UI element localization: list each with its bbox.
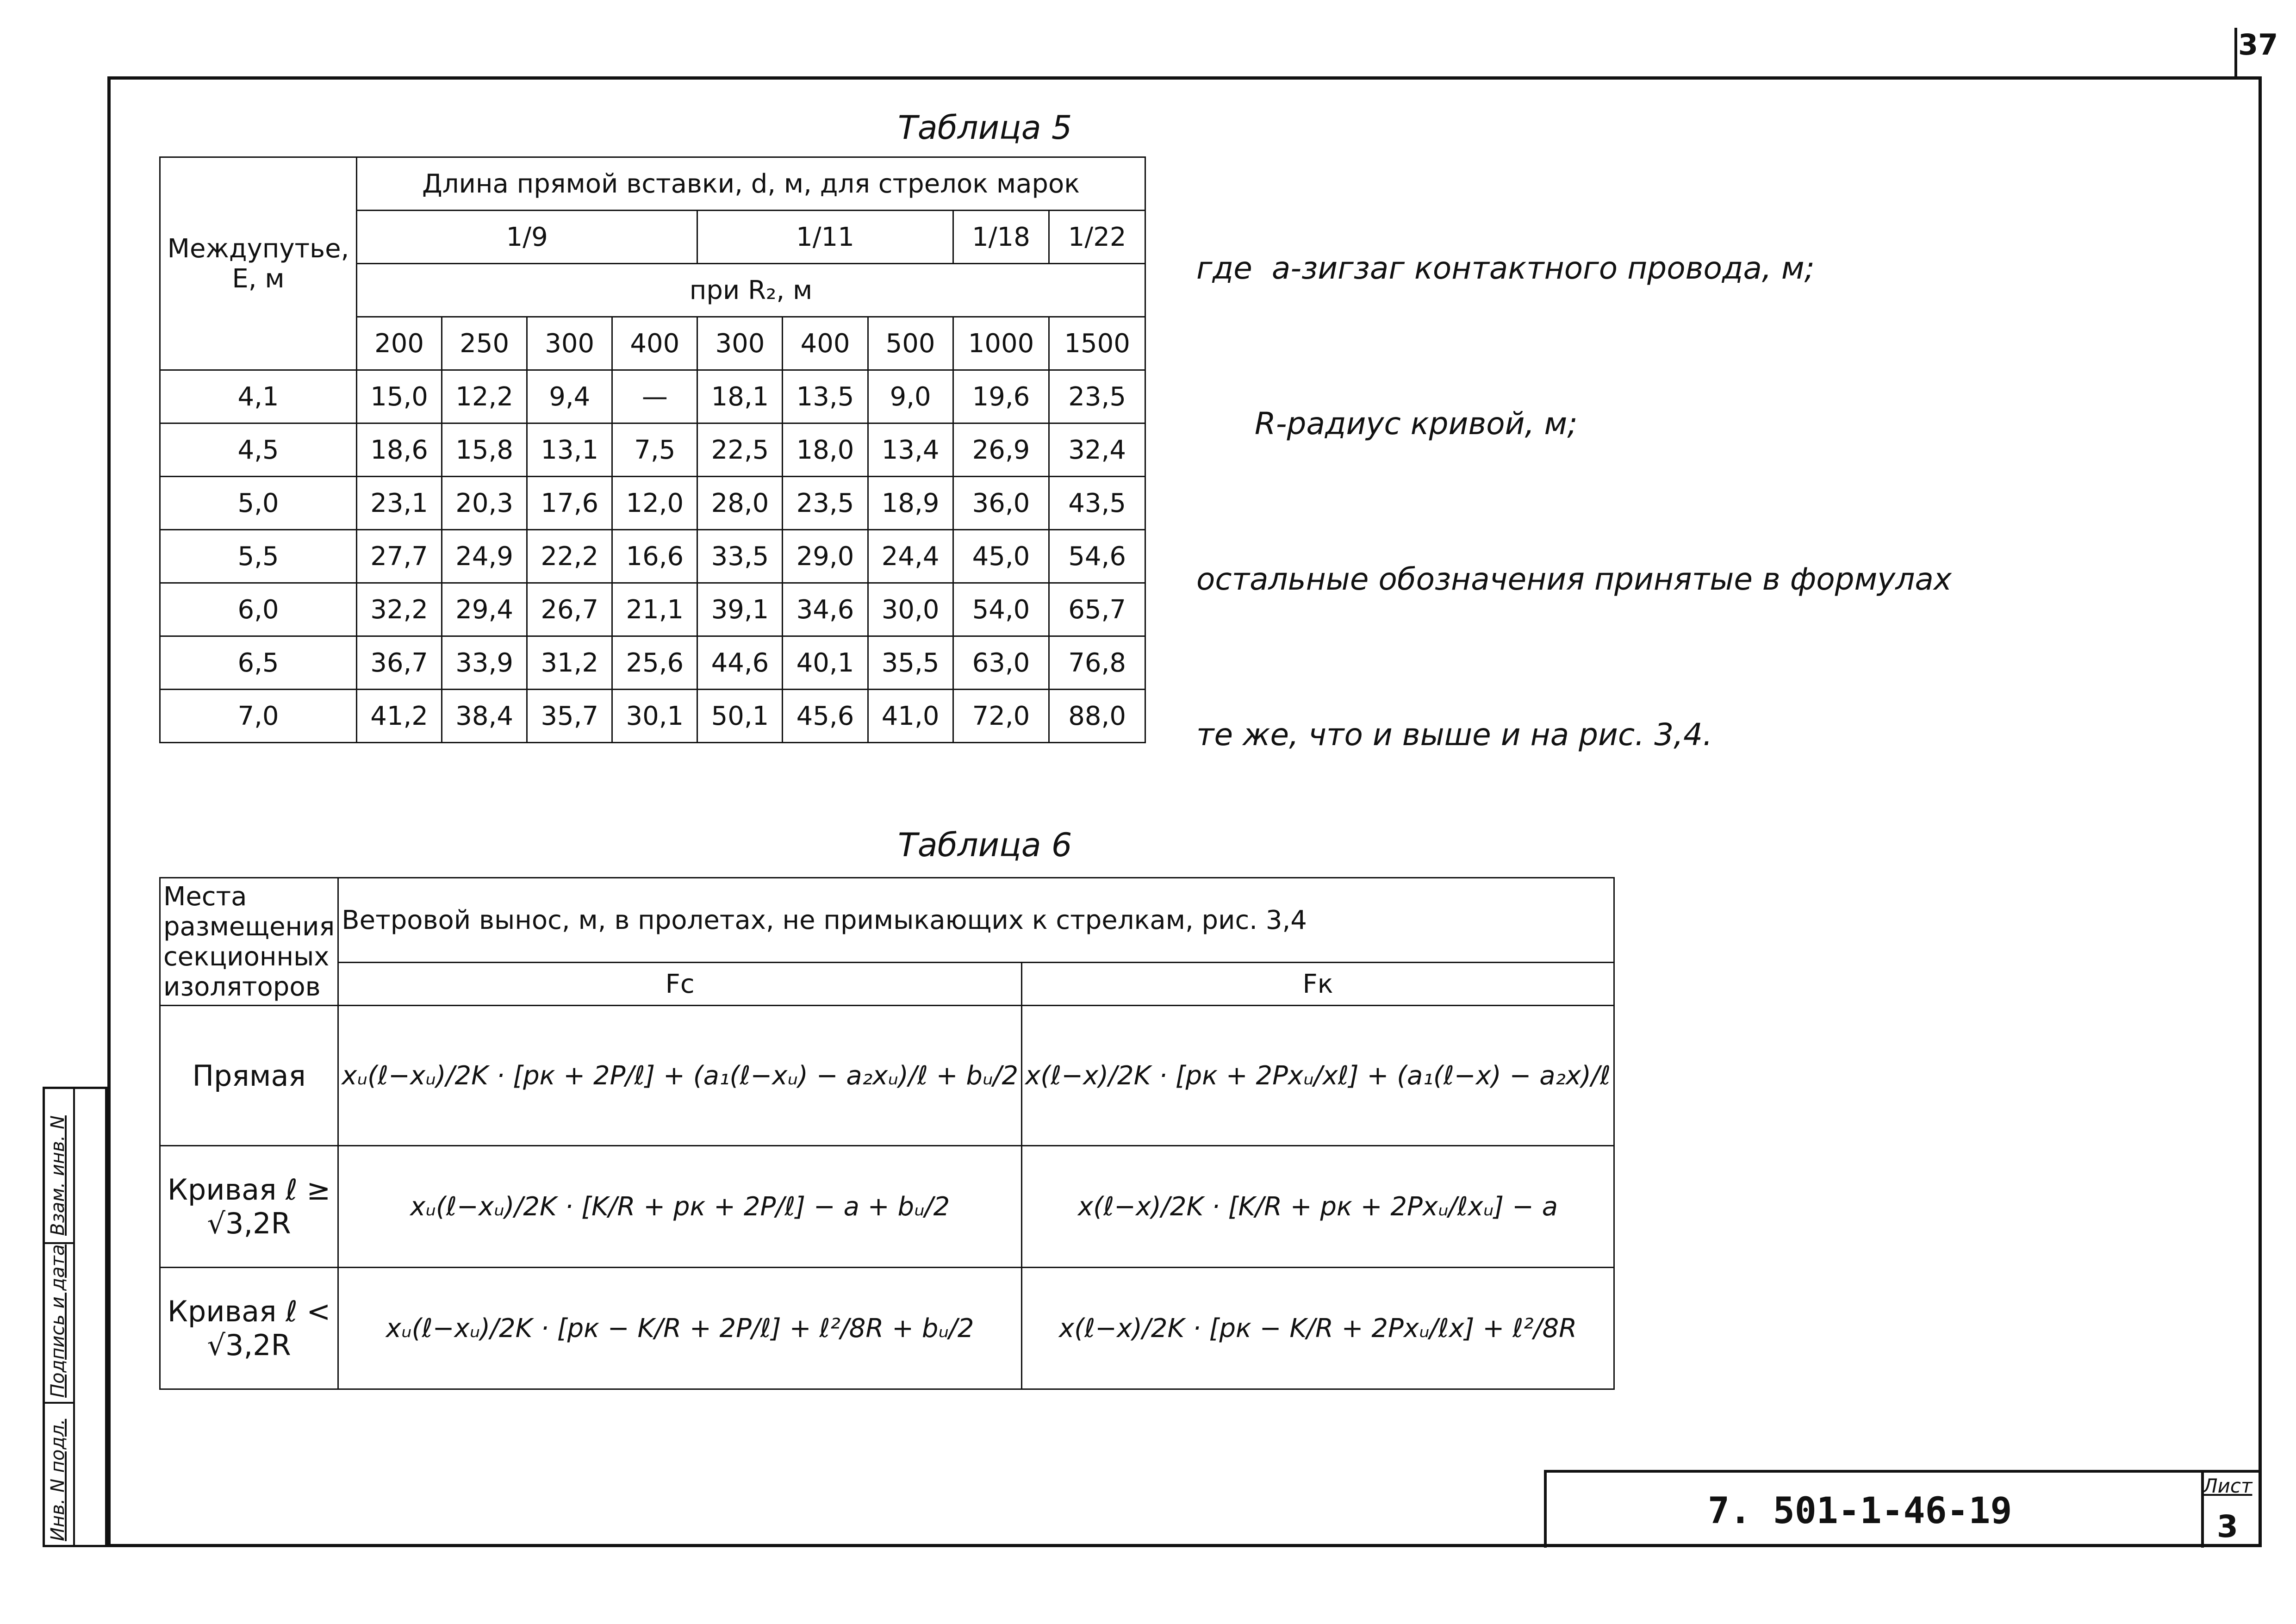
table5-radius: 200	[357, 317, 442, 370]
table5-value-cell: 30,1	[612, 690, 697, 743]
table5-value-cell: 76,8	[1049, 636, 1145, 690]
table5-value-cell: 44,6	[697, 636, 783, 690]
table5-row	[160, 690, 1145, 743]
table5-value-cell: 35,5	[868, 636, 953, 690]
table5-value-cell: 65,7	[1049, 583, 1145, 636]
table5-row-header: Междупутье, Е, м	[160, 157, 357, 370]
stamp-sheet-label: Лист	[2203, 1475, 2252, 1497]
table5-value-cell: 54,6	[1049, 530, 1145, 583]
table5-value-cell: 19,6	[953, 370, 1049, 423]
table5-mark: 1/22	[1049, 211, 1145, 264]
table6-place: Кривая ℓ < √3,2R	[160, 1268, 338, 1389]
table5-value-cell: 18,6	[357, 423, 442, 477]
table5-radius: 300	[527, 317, 612, 370]
table5-value-cell: 45,0	[953, 530, 1049, 583]
table5-row	[160, 583, 1145, 636]
table5-row	[160, 423, 1145, 477]
table5-value-cell: 13,1	[527, 423, 612, 477]
side-label-vzam: Взам. инв. N	[47, 1115, 68, 1236]
table5-value-cell: 15,0	[357, 370, 442, 423]
table5-value-cell: 23,5	[783, 477, 868, 530]
table6-col-fk: Fк	[1022, 963, 1614, 1006]
table5-radius: 250	[442, 317, 527, 370]
stamp-sheet-number: 3	[2217, 1509, 2238, 1544]
table5-value-cell: 15,8	[442, 423, 527, 477]
table5-value-cell: 24,4	[868, 530, 953, 583]
table5-value-cell: 23,1	[357, 477, 442, 530]
table5-radius: 400	[612, 317, 697, 370]
table5-value-cell: 28,0	[697, 477, 783, 530]
table5-e-cell: 5,5	[160, 530, 357, 583]
table5-radius: 500	[868, 317, 953, 370]
table5-sub-header: при R₂, м	[357, 264, 1145, 317]
side-label-inv: Инв. N подл.	[47, 1419, 68, 1541]
table5-value-cell: 22,2	[527, 530, 612, 583]
table5-value-cell: 27,7	[357, 530, 442, 583]
table5-value-cell: 36,7	[357, 636, 442, 690]
note-line: где a-зигзаг контактного провода, м;	[1196, 250, 1815, 286]
table5-value-cell: 18,0	[783, 423, 868, 477]
sheet-corner-rule	[2234, 28, 2237, 79]
table5-value-cell: 18,1	[697, 370, 783, 423]
table5-value-cell: 39,1	[697, 583, 783, 636]
table5-mark: 1/11	[697, 211, 953, 264]
table5-group-header: Длина прямой вставки, d, м, для стрелок марок	[357, 157, 1145, 211]
table5-e-cell: 4,1	[160, 370, 357, 423]
table5-value-cell: 13,4	[868, 423, 953, 477]
table5-value-cell: 32,2	[357, 583, 442, 636]
table6-caption: Таблица 6	[898, 826, 1072, 864]
table5-value-cell: 21,1	[612, 583, 697, 636]
table5-value-cell: 7,5	[612, 423, 697, 477]
table5-radius: 1500	[1049, 317, 1145, 370]
table6-row-header: Места размещения секционных изоляторов	[160, 878, 338, 1006]
table5-value-cell: 12,2	[442, 370, 527, 423]
table5-value-cell: 50,1	[697, 690, 783, 743]
table5-e-cell: 5,0	[160, 477, 357, 530]
table5-value-cell: 34,6	[783, 583, 868, 636]
side-label-podpis: Подпись и дата	[47, 1244, 68, 1398]
table5-e-cell: 4,5	[160, 423, 357, 477]
note-line: те же, что и выше и на рис. 3,4.	[1196, 717, 1713, 753]
table5-value-cell: 29,4	[442, 583, 527, 636]
table5-e-cell: 6,5	[160, 636, 357, 690]
table5-mark: 1/9	[357, 211, 697, 264]
table6-formula-fk: x(ℓ−x)/2K · [pк + 2Pxᵤ/xℓ] + (a₁(ℓ−x) − a₂x)/ℓ	[1022, 1006, 1614, 1146]
table5-value-cell: 41,0	[868, 690, 953, 743]
table5-value-cell: 26,7	[527, 583, 612, 636]
table5-e-cell: 6,0	[160, 583, 357, 636]
table5-value-cell: 88,0	[1049, 690, 1145, 743]
table5-value-cell: 26,9	[953, 423, 1049, 477]
note-line: R-радиус кривой, м;	[1196, 406, 1578, 442]
table5-radius: 1000	[953, 317, 1049, 370]
notes-block	[1196, 139, 1952, 813]
table5	[159, 156, 1146, 743]
table6-formula-fk: x(ℓ−x)/2K · [pк − K/R + 2Pxᵤ/ℓx] + ℓ²/8R	[1022, 1268, 1614, 1389]
table5-value-cell: 54,0	[953, 583, 1049, 636]
table5-value-cell: 30,0	[868, 583, 953, 636]
table5-value-cell: 35,7	[527, 690, 612, 743]
table5-value-cell: 32,4	[1049, 423, 1145, 477]
table5-value-cell: 13,5	[783, 370, 868, 423]
table5-value-cell: 72,0	[953, 690, 1049, 743]
table6-place: Кривая ℓ ≥ √3,2R	[160, 1146, 338, 1268]
table5-e-cell: 7,0	[160, 690, 357, 743]
table5-value-cell: 23,5	[1049, 370, 1145, 423]
table5-value-cell: 20,3	[442, 477, 527, 530]
table5-value-cell: —	[612, 370, 697, 423]
sheet-number-top: 37	[2238, 28, 2278, 62]
table5-value-cell: 18,9	[868, 477, 953, 530]
table6-formula-fc: xᵤ(ℓ−xᵤ)/2K · [pк + 2P/ℓ] + (a₁(ℓ−xᵤ) − a₂xᵤ)/ℓ + bᵤ/2	[338, 1006, 1022, 1146]
table5-caption: Таблица 5	[898, 109, 1072, 147]
table5-row	[160, 370, 1145, 423]
table5-value-cell: 43,5	[1049, 477, 1145, 530]
table5-row	[160, 477, 1145, 530]
table5-value-cell: 25,6	[612, 636, 697, 690]
table5-value-cell: 9,4	[527, 370, 612, 423]
table5-value-cell: 41,2	[357, 690, 442, 743]
table6-place: Прямая	[160, 1006, 338, 1146]
table6-group-header: Ветровой вынос, м, в пролетах, не примыкающих к стрелкам, рис. 3,4	[338, 878, 1614, 963]
table5-value-cell: 33,5	[697, 530, 783, 583]
table5-value-cell: 22,5	[697, 423, 783, 477]
table5-value-cell: 63,0	[953, 636, 1049, 690]
table5-value-cell: 17,6	[527, 477, 612, 530]
table5-value-cell: 36,0	[953, 477, 1049, 530]
table5-value-cell: 9,0	[868, 370, 953, 423]
table6-formula-fc: xᵤ(ℓ−xᵤ)/2K · [K/R + pк + 2P/ℓ] − a + bᵤ/2	[338, 1146, 1022, 1268]
table5-value-cell: 12,0	[612, 477, 697, 530]
table5-value-cell: 29,0	[783, 530, 868, 583]
table5-radius: 400	[783, 317, 868, 370]
table6	[159, 877, 1615, 1390]
table5-value-cell: 24,9	[442, 530, 527, 583]
table6-formula-fk: x(ℓ−x)/2K · [K/R + pк + 2Pxᵤ/ℓxᵤ] − a	[1022, 1146, 1614, 1268]
table5-value-cell: 38,4	[442, 690, 527, 743]
table6-col-fc: Fс	[338, 963, 1022, 1006]
table5-value-cell: 40,1	[783, 636, 868, 690]
table5-row	[160, 530, 1145, 583]
table5-mark: 1/18	[953, 211, 1049, 264]
table5-row	[160, 636, 1145, 690]
table5-radius: 300	[697, 317, 783, 370]
note-line: остальные обозначения принятые в формулах	[1196, 561, 1952, 597]
table5-value-cell: 31,2	[527, 636, 612, 690]
table5-value-cell: 16,6	[612, 530, 697, 583]
table5-value-cell: 33,9	[442, 636, 527, 690]
table5-value-cell: 45,6	[783, 690, 868, 743]
document-code: 7. 501-1-46-19	[1708, 1490, 2012, 1532]
table6-formula-fc: xᵤ(ℓ−xᵤ)/2K · [pк − K/R + 2P/ℓ] + ℓ²/8R + bᵤ/2	[338, 1268, 1022, 1389]
